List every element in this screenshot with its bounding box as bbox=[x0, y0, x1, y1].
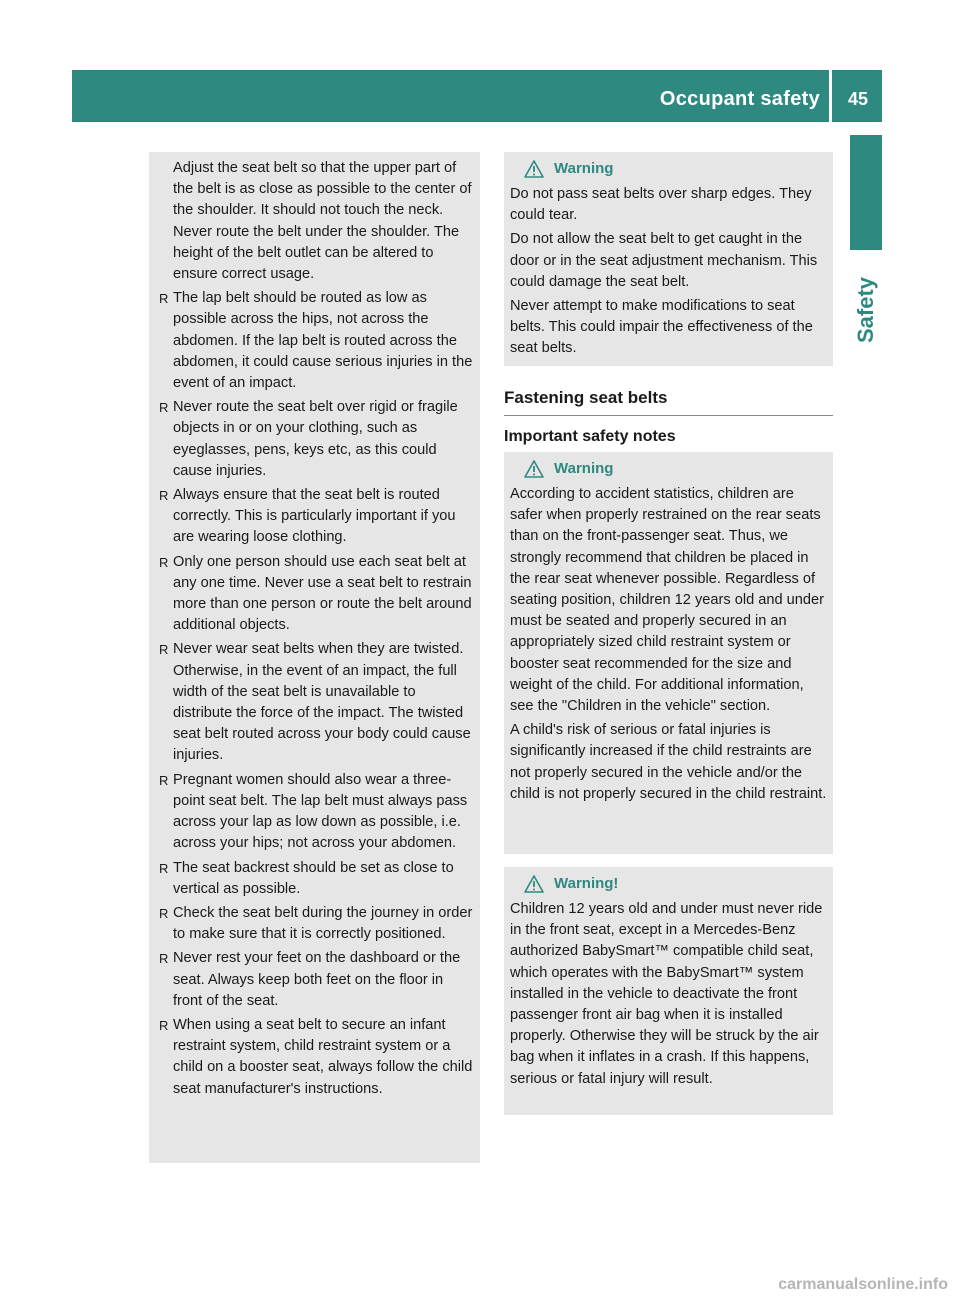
bullet-icon: R bbox=[159, 905, 169, 921]
side-tab-marker bbox=[850, 135, 882, 250]
page-header bbox=[72, 70, 882, 122]
list-item-text: Never route the seat belt over rigid or fragile objects in or on your clothing, such as eyeglasses, pens, keys etc, as this could cause injuries. bbox=[173, 399, 458, 479]
bullet-icon: R bbox=[159, 291, 169, 307]
list-item-text: When using a seat belt to secure an infant restraint system, child restraint system or a child on a booster seat, always follow the child seat manufacturer's instructions. bbox=[173, 1016, 473, 1097]
warning-text: Do not allow the seat belt to get caught in the door or in the seat adjustment mechanism. This could damage the seat belt. bbox=[510, 231, 818, 290]
warning-header bbox=[510, 874, 829, 894]
side-tab-label: Safety bbox=[853, 276, 878, 344]
list-item bbox=[159, 770, 474, 855]
list-item-text: The lap belt should be routed as low as possible across the hips, not across the abdomen. If the lap belt is routed across the abdomen, it could cause serious injuries in the event of an impact. bbox=[173, 290, 473, 392]
list-item-text: Check the seat belt during the journey in order to make sure that it is correctly positioned. bbox=[173, 904, 473, 943]
list-item-text: Only one person should use each seat belt at any one time. Never use a seat belt to restrain more than one person or route the belt around additional objects. bbox=[173, 553, 472, 634]
list-item bbox=[159, 903, 474, 945]
list-item bbox=[159, 858, 474, 900]
bullet-icon: R bbox=[159, 772, 169, 788]
warning-text: A child's risk of serious or fatal injuries is significantly increased if the child restraints are not properly secured in the vehicle and/or the child is not properly secured in the child restraint. bbox=[510, 722, 827, 802]
bullet-icon: R bbox=[159, 400, 169, 416]
header-title: Occupant safety bbox=[659, 88, 820, 110]
warning-header bbox=[510, 459, 829, 479]
warning-box-seat-belt-care bbox=[504, 152, 833, 366]
warning-box-front-seat bbox=[504, 867, 833, 1115]
list-item-text: Never rest your feet on the dashboard or the seat. Always keep both feet on the floor in front of the seat. bbox=[173, 950, 461, 1009]
list-item-text: The seat backrest should be set as close to vertical as possible. bbox=[173, 859, 454, 897]
list-item-text: Pregnant women should also wear a three-point seat belt. The lap belt must always pass across your lap as low down as possible, i.e. across your hips; not across your abdomen. bbox=[173, 771, 468, 852]
list-item bbox=[159, 1015, 474, 1100]
subheading: Important safety notes bbox=[504, 428, 676, 445]
warning-label: Warning! bbox=[554, 875, 619, 893]
list-item bbox=[159, 485, 474, 549]
warning-text: Do not pass seat belts over sharp edges. They could tear. bbox=[510, 186, 812, 224]
left-column-box bbox=[149, 152, 480, 1163]
bullet-icon: R bbox=[159, 860, 169, 876]
list-item-text: Never wear seat belts when they are twisted. Otherwise, in the event of an impact, the full width of the seat belt is unavailable to distribute the force of the impact. The twisted seat belt routed across your body could cause injuries. bbox=[173, 641, 471, 764]
list-item bbox=[159, 639, 474, 766]
warning-label: Warning bbox=[554, 460, 614, 478]
warning-triangle-icon bbox=[524, 160, 544, 178]
warning-triangle-icon bbox=[524, 460, 544, 478]
warning-label: Warning bbox=[554, 160, 614, 178]
intro-paragraph: Adjust the seat belt so that the upper part of the belt is as close as possible to the center of the shoulder. It should not touch the neck. Never route the belt under the shoulder. The height of the belt outlet can be altered to ensure correct usage. bbox=[173, 160, 472, 283]
page-number: 45 bbox=[847, 89, 868, 109]
bullet-list bbox=[159, 288, 474, 1100]
list-item bbox=[159, 948, 474, 1012]
list-item bbox=[159, 397, 474, 482]
section-heading: Fastening seat belts bbox=[504, 388, 833, 416]
warning-text: Children 12 years old and under must never ride in the front seat, except in a Mercedes-Benz authorized BabySmart™ compatible child seat, which operates with the BabySmart™ system installed in the vehicle to deactivate the front passenger front air bag when it is installed properly. Otherwise they will be struck by the air bag when it inflates in a crash. If this happens, serious or fatal injury will result. bbox=[510, 901, 823, 1087]
bullet-icon: R bbox=[159, 951, 169, 967]
warning-box-child-safety bbox=[504, 452, 833, 854]
header-divider bbox=[829, 70, 832, 122]
list-item bbox=[159, 552, 474, 637]
warning-header bbox=[510, 159, 829, 179]
bullet-icon: R bbox=[159, 488, 169, 504]
list-item bbox=[159, 288, 474, 394]
footer-watermark: carmanualsonline.info bbox=[778, 1276, 948, 1293]
side-tab bbox=[849, 255, 883, 365]
warning-triangle-icon bbox=[524, 875, 544, 893]
bullet-icon: R bbox=[159, 554, 169, 570]
bullet-icon: R bbox=[159, 642, 169, 658]
list-item-text: Always ensure that the seat belt is routed correctly. This is particularly important if you are wearing loose clothing. bbox=[173, 487, 456, 546]
warning-text: Never attempt to make modifications to seat belts. This could impair the effectiveness of the seat belts. bbox=[510, 298, 813, 357]
bullet-icon: R bbox=[159, 1017, 169, 1033]
warning-text: According to accident statistics, children are safer when properly restrained on the rear seats than on the front-passenger seat. Thus, we strongly recommend that children be placed in the rear seat whenever possible. Regardless of seating position, children 12 years old and under must be seated and properly secured in an appropriately sized child restraint system or booster seat recommended for the size and weight of the child. For additional information, see the "Children in the vehicle" section. bbox=[510, 486, 824, 715]
